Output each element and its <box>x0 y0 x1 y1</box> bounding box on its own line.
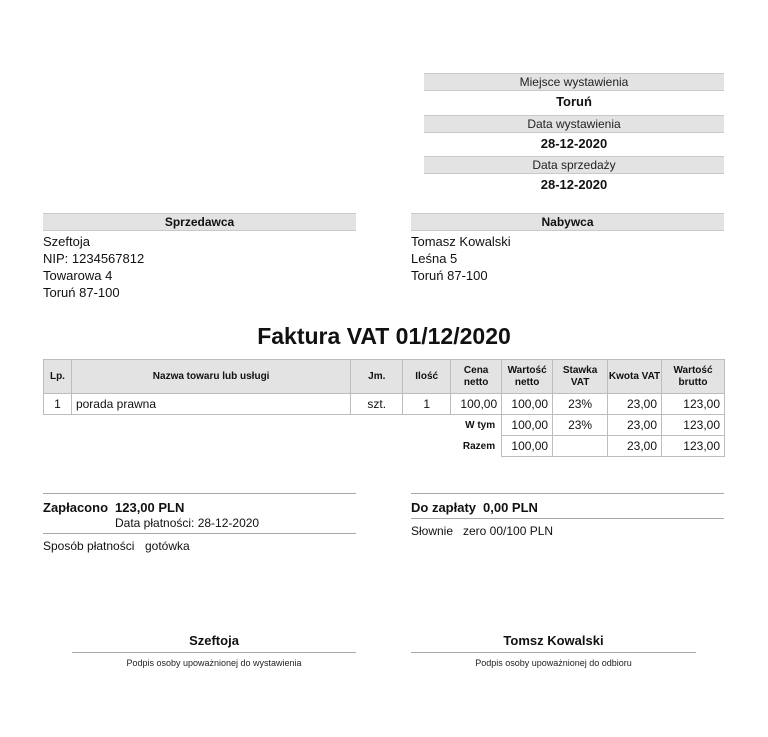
sale-date-value: 28-12-2020 <box>540 177 608 192</box>
total-net: 100,00 <box>502 436 553 457</box>
header-net-price: Cena netto <box>451 360 502 394</box>
receiver-signature-name: Tomsz Kowalski <box>503 633 604 648</box>
in-that-rate: 23% <box>553 415 608 436</box>
issuer-signature-caption: Podpis osoby upoważnionej do wystawienia <box>126 658 302 668</box>
place-label: Miejsce wystawienia <box>424 73 724 91</box>
buyer-name: Tomasz Kowalski <box>411 234 511 249</box>
issue-date-value: 28-12-2020 <box>540 136 608 151</box>
invoice-title: Faktura VAT 01/12/2020 <box>257 323 511 349</box>
cell-unit: szt. <box>351 394 403 415</box>
words-value: zero 00/100 PLN <box>463 524 554 538</box>
seller-details <box>43 233 144 301</box>
header-gross-value: Wartość brutto <box>662 360 725 394</box>
items-table <box>43 359 725 457</box>
in-that-vat: 23,00 <box>608 415 662 436</box>
in-that-gross: 123,00 <box>662 415 725 436</box>
cell-net-value: 100,00 <box>502 394 553 415</box>
due-label: Do zapłaty <box>411 500 477 515</box>
paid-value: 123,00 PLN <box>115 500 185 515</box>
buyer-street: Leśna 5 <box>411 251 458 266</box>
summary-total-row <box>44 436 725 457</box>
seller-street: Towarowa 4 <box>43 268 113 283</box>
cell-vat-amount: 23,00 <box>608 394 662 415</box>
buyer-title: Nabywca <box>411 213 724 231</box>
in-that-label: W tym <box>465 419 496 431</box>
receiver-signature-caption: Podpis osoby upoważnionej do odbioru <box>475 658 632 668</box>
total-gross: 123,00 <box>662 436 725 457</box>
words-label: Słownie <box>411 524 454 538</box>
cell-name: porada prawna <box>71 394 350 415</box>
header-qty: Ilość <box>403 360 451 394</box>
cell-vat-rate: 23% <box>553 394 608 415</box>
table-header-row <box>44 360 725 394</box>
paid-label: Zapłacono <box>43 500 109 515</box>
place-value: Toruń <box>556 94 592 109</box>
method-label: Sposób płatności <box>43 539 135 553</box>
pay-date: Data płatności: 28-12-2020 <box>115 516 260 530</box>
receiver-signature-line <box>411 652 696 653</box>
issuer-signature-name: Szeftoja <box>189 633 239 648</box>
issuer-signature-line <box>72 652 356 653</box>
cell-gross-value: 123,00 <box>662 394 725 415</box>
cell-lp: 1 <box>44 394 72 415</box>
seller-nip: NIP: 1234567812 <box>43 251 145 266</box>
header-name: Nazwa towaru lub usługi <box>71 360 350 394</box>
method-value: gotówka <box>145 539 190 553</box>
total-rate <box>553 436 608 457</box>
paid-top-line <box>43 493 356 494</box>
total-label: Razem <box>462 440 496 452</box>
table-row <box>44 394 725 415</box>
seller-title: Sprzedawca <box>43 213 356 231</box>
header-net-value: Wartość netto <box>502 360 553 394</box>
due-value: 0,00 PLN <box>483 500 538 515</box>
total-vat: 23,00 <box>608 436 662 457</box>
header-lp: Lp. <box>44 360 72 394</box>
summary-in-that-row <box>44 415 725 436</box>
seller-name: Szeftoja <box>43 234 90 249</box>
buyer-details <box>411 233 511 284</box>
header-vat-rate: Stawka VAT <box>553 360 608 394</box>
cell-net-price: 100,00 <box>451 394 502 415</box>
header-vat-amount: Kwota VAT <box>608 360 662 394</box>
header-unit: Jm. <box>351 360 403 394</box>
due-bottom-line <box>411 518 724 519</box>
buyer-city: Toruń 87-100 <box>411 268 488 283</box>
issue-date-label: Data wystawienia <box>424 115 724 133</box>
cell-qty: 1 <box>403 394 451 415</box>
sale-date-label: Data sprzedaży <box>424 156 724 174</box>
seller-city: Toruń 87-100 <box>43 285 120 300</box>
in-that-net: 100,00 <box>502 415 553 436</box>
due-top-line <box>411 493 724 494</box>
paid-bottom-line <box>43 533 356 534</box>
